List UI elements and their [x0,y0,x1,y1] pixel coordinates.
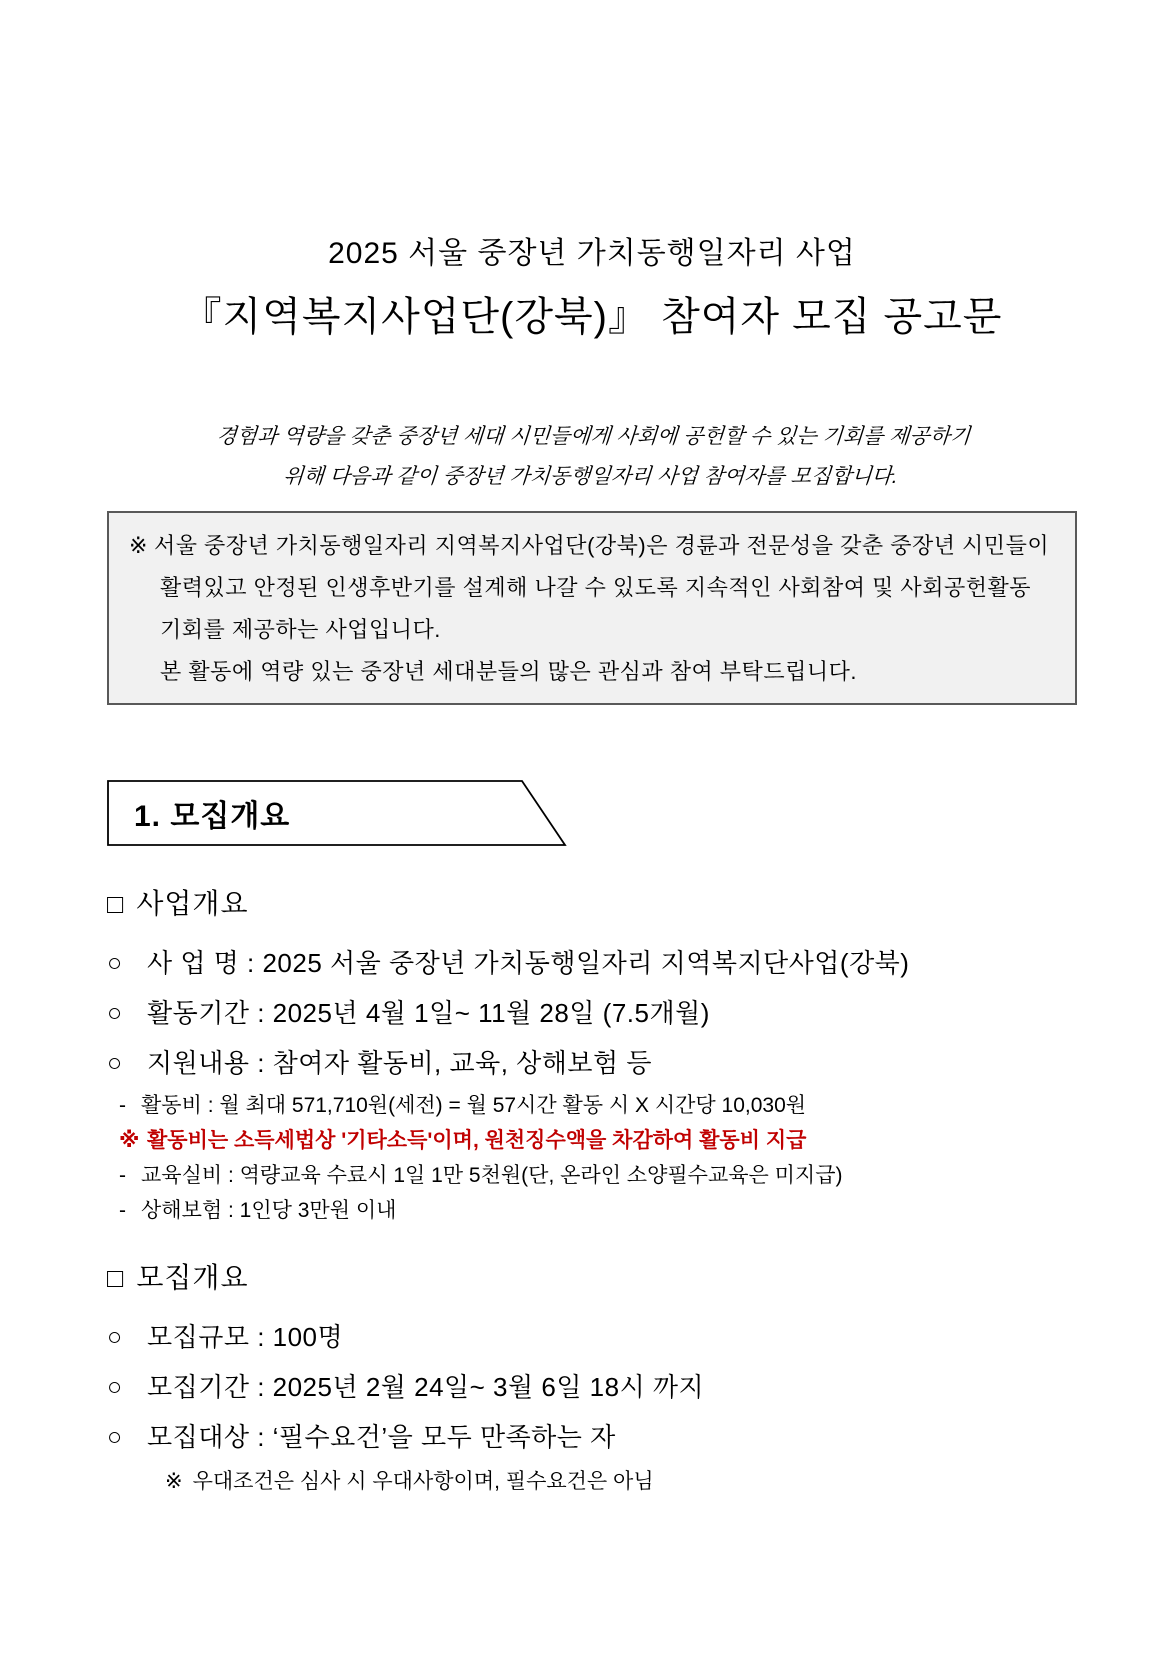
recruit-overview-note [107,1462,1077,1502]
sub-list-item-warning [119,1123,1077,1158]
document-title-line2: 『지역복지사업단(강북)』 참여자 모집 공고문 [181,295,1003,339]
circle-bullet-icon: ○ [107,999,123,1027]
circle-bullet-icon: ○ [107,949,123,977]
list-item [107,1362,1077,1412]
recruit-overview-heading-label: 모집개요 [136,1262,249,1293]
intro-line2: 위해 다음과 같이 중장년 가치동행일자리 사업 참여자를 모집합니다. [282,465,899,488]
sub-list-item-text: 활동비 : 월 최대 571,710원(세전) = 월 57시간 활동 시 X 시간당 10,030원 [141,1094,807,1117]
intro-paragraph [104,417,1080,497]
section-banner-label: 1. 모집개요 [134,800,291,833]
dash-bullet-icon: - [119,1094,126,1117]
sub-list-item [119,1158,1077,1193]
dash-bullet-icon: - [119,1199,126,1222]
list-item [107,1412,1077,1462]
list-item-text: 활동기간 : 2025년 4월 1일~ 11월 28일 (7.5개월) [147,998,710,1028]
dash-bullet-icon: - [119,1164,126,1187]
notice-box [107,511,1077,705]
circle-bullet-icon: ○ [107,1373,123,1401]
notice-line-4: 본 활동에 역량 있는 중장년 세대분들의 많은 관심과 참여 부탁드립니다. [160,659,857,684]
recruit-overview-heading [107,1256,1077,1300]
sub-list-item [119,1088,1077,1123]
section-banner [107,780,567,846]
list-item-text: 지원내용 : 참여자 활동비, 교육, 상해보험 등 [147,1048,652,1078]
notice-line-3: 기회를 제공하는 사업입니다. [160,617,441,642]
business-overview-subitems [107,1088,1077,1228]
notice-line-2: 활력있고 안정된 인생후반기를 설계해 나갈 수 있도록 지속적인 사회참여 및 사회공헌활동 [160,575,1031,600]
list-item-text: 모집규모 : 100명 [147,1322,344,1352]
list-item-text: 모집대상 : ‘필수요건’을 모두 만족하는 자 [147,1422,616,1452]
list-item [107,938,1077,988]
square-bullet-icon: □ [107,1263,125,1293]
reference-mark-icon: ※ [129,533,148,558]
document-title-line1: 2025 서울 중장년 가치동행일자리 사업 [328,237,856,270]
list-item-text: 사 업 명 : 2025 서울 중장년 가치동행일자리 지역복지단사업(강북) [147,948,910,978]
circle-bullet-icon: ○ [107,1323,123,1351]
reference-mark-icon: ※ [119,1129,140,1152]
business-overview-items [107,938,1077,1088]
reference-mark-icon: ※ [165,1470,183,1493]
intro-line1: 경험과 역량을 갖춘 중장년 세대 시민들에게 사회에 공헌할 수 있는 기회를 제공하기 [215,425,972,448]
sub-list-item-text: 교육실비 : 역량교육 수료시 1일 1만 5천원(단, 온라인 소양필수교육은 미지급) [141,1164,843,1187]
list-item-text: 모집기간 : 2025년 2월 24일~ 3월 6일 18시 까지 [147,1372,705,1402]
title-block [107,233,1077,345]
square-bullet-icon: □ [107,889,125,919]
recruit-overview-items [107,1312,1077,1462]
list-item [107,1038,1077,1088]
sub-list-item-text: 활동비는 소득세법상 '기타소득'이며, 원천징수액을 차감하여 활동비 지급 [147,1129,807,1152]
business-overview-heading-label: 사업개요 [136,888,249,919]
recruit-overview-note-text: 우대조건은 심사 시 우대사항이며, 필수요건은 아님 [192,1470,654,1493]
circle-bullet-icon: ○ [107,1049,123,1077]
circle-bullet-icon: ○ [107,1423,123,1451]
list-item [107,1312,1077,1362]
sub-list-item-text: 상해보험 : 1인당 3만원 이내 [141,1199,397,1222]
notice-line-1 [129,525,1055,567]
list-item [107,988,1077,1038]
business-overview-heading [107,882,1077,926]
notice-line-1-text: 서울 중장년 가치동행일자리 지역복지사업단(강북)은 경륜과 전문성을 갖춘 중장년 시민들이 [153,533,1050,558]
sub-list-item [119,1193,1077,1228]
